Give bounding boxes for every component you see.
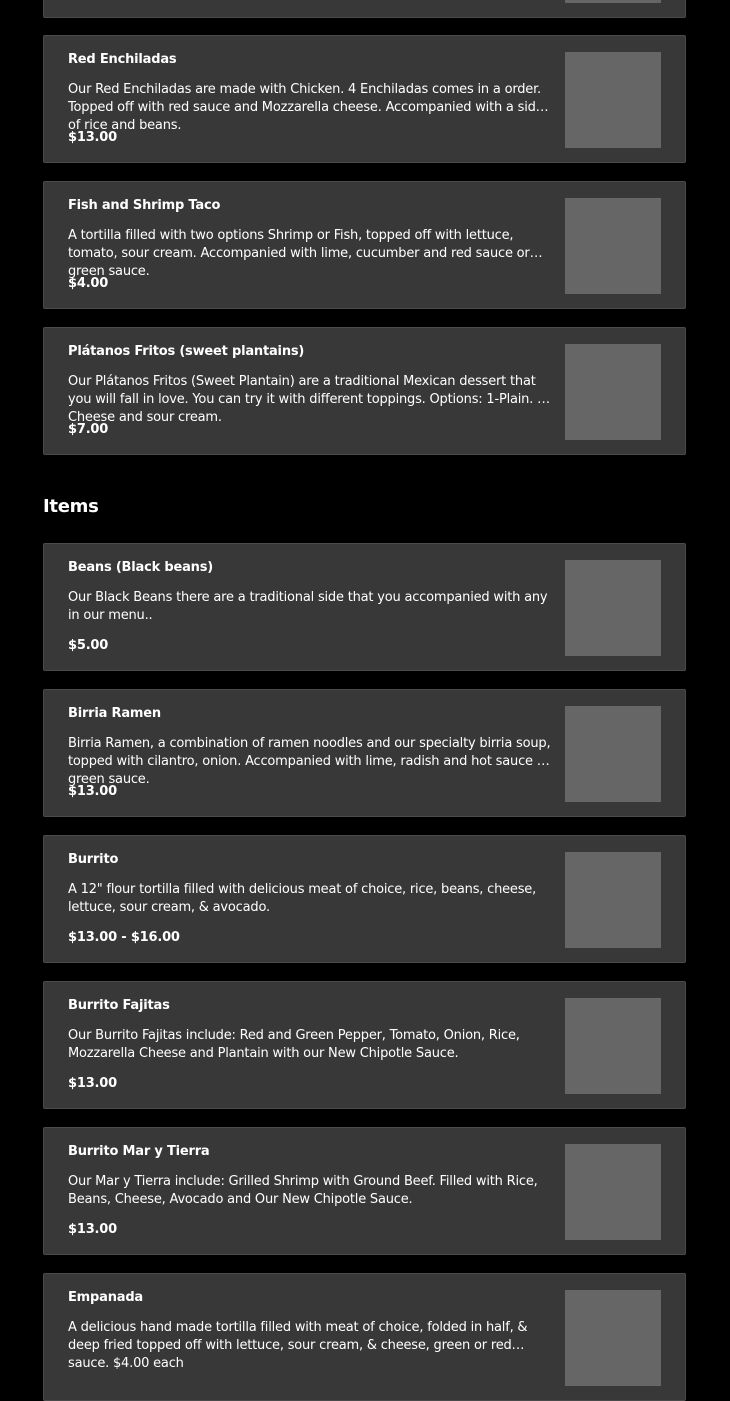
menu-item-image [565,852,661,948]
menu-item-price: $4.00 [68,276,109,291]
menu-item-price: $7.00 [68,422,109,437]
menu-item-title: Burrito Fajitas [68,998,170,1013]
menu-item-title: Red Enchiladas [68,52,177,67]
menu-item-price: $13.00 [68,784,117,799]
menu-item-description: Birria Ramen, a combination of ramen noodles and our specialty birria soup, topped with cilantro, onion. Accompanied with lime, radish and hot sauce or green sauce. [68,736,551,787]
menu-item-image [565,706,661,802]
menu-item-image [565,560,661,656]
menu-item-price: $13.00 [68,130,117,145]
section-heading-items: Items [43,496,99,517]
menu-item-price: $13.00 - $16.00 [68,930,180,945]
menu-item-description: A delicious hand made tortilla filled with meat of choice, folded in half, & deep fried topped off with lettuce, sour cream, & cheese, green or red sauce. $4.00 each [68,1320,528,1371]
menu-item-description: A tortilla filled with two options Shrimp or Fish, topped off with lettuce, tomato, sour cream. Accompanied with lime, cucumber and red sauce or green sauce. [68,228,530,279]
menu-item-image [565,1290,661,1386]
menu-item-card-birria-ramen[interactable] [43,689,686,817]
menu-item-description: Our Burrito Fajitas include: Red and Green Pepper, Tomato, Onion, Rice, Mozzarella Cheese and Plantain with our New Chipotle Sauce. [68,1028,520,1061]
menu-item-card-burrito-fajitas[interactable] [43,981,686,1109]
menu-item-title: Plátanos Fritos (sweet plantains) [68,344,305,359]
menu-item-card-platanos-fritos[interactable] [43,327,686,455]
menu-item-image [565,344,661,440]
menu-item-image [565,198,661,294]
menu-item-title: Birria Ramen [68,706,161,721]
menu-item-image [565,998,661,1094]
menu-item-title: Fish and Shrimp Taco [68,198,221,213]
menu-item-title: Beans (Black beans) [68,560,214,575]
menu-item-card-empanada[interactable] [43,1273,686,1401]
menu-item-title: Empanada [68,1290,144,1305]
menu-item-card-burrito[interactable] [43,835,686,963]
menu-item-description: Our Mar y Tierra include: Grilled Shrimp with Ground Beef. Filled with Rice, Beans, Cheese, Avocado and Our New Chipotle Sauce. [68,1174,538,1207]
menu-item-description: A 12" flour tortilla filled with delicious meat of choice, rice, beans, cheese, lettuce, sour cream, & avocado. [68,882,537,915]
menu-item-price: $13.00 [68,1076,117,1091]
menu-item-card-fish-shrimp-taco[interactable] [43,181,686,309]
menu-item-title: Burrito [68,852,119,867]
menu-item-image [565,0,661,3]
menu-item-description: Our Plátanos Fritos (Sweet Plantain) are a traditional Mexican dessert that you will fall in love. You can try it with different toppings. Options: 1-Plain. 2- Cheese and sour cream. [68,374,550,425]
menu-item-title: Burrito Mar y Tierra [68,1144,210,1159]
menu-item-price: $13.00 [68,1222,117,1237]
menu-item-price: $5.00 [68,638,109,653]
menu-item-card-beans[interactable] [43,543,686,671]
menu-item-image [565,1144,661,1240]
menu-item-description: Our Red Enchiladas are made with Chicken. 4 Enchiladas comes in a order. Topped off with red sauce and Mozzarella cheese. Accompanied with a side of rice and beans. [68,82,544,133]
menu-item-card-partial[interactable] [43,0,686,18]
menu-item-card-burrito-mar-y-tierra[interactable] [43,1127,686,1255]
menu-item-card-red-enchiladas[interactable] [43,35,686,163]
menu-item-image [565,52,661,148]
menu-item-description: Our Black Beans there are a traditional side that you accompanied with any in our menu.. [68,590,548,623]
